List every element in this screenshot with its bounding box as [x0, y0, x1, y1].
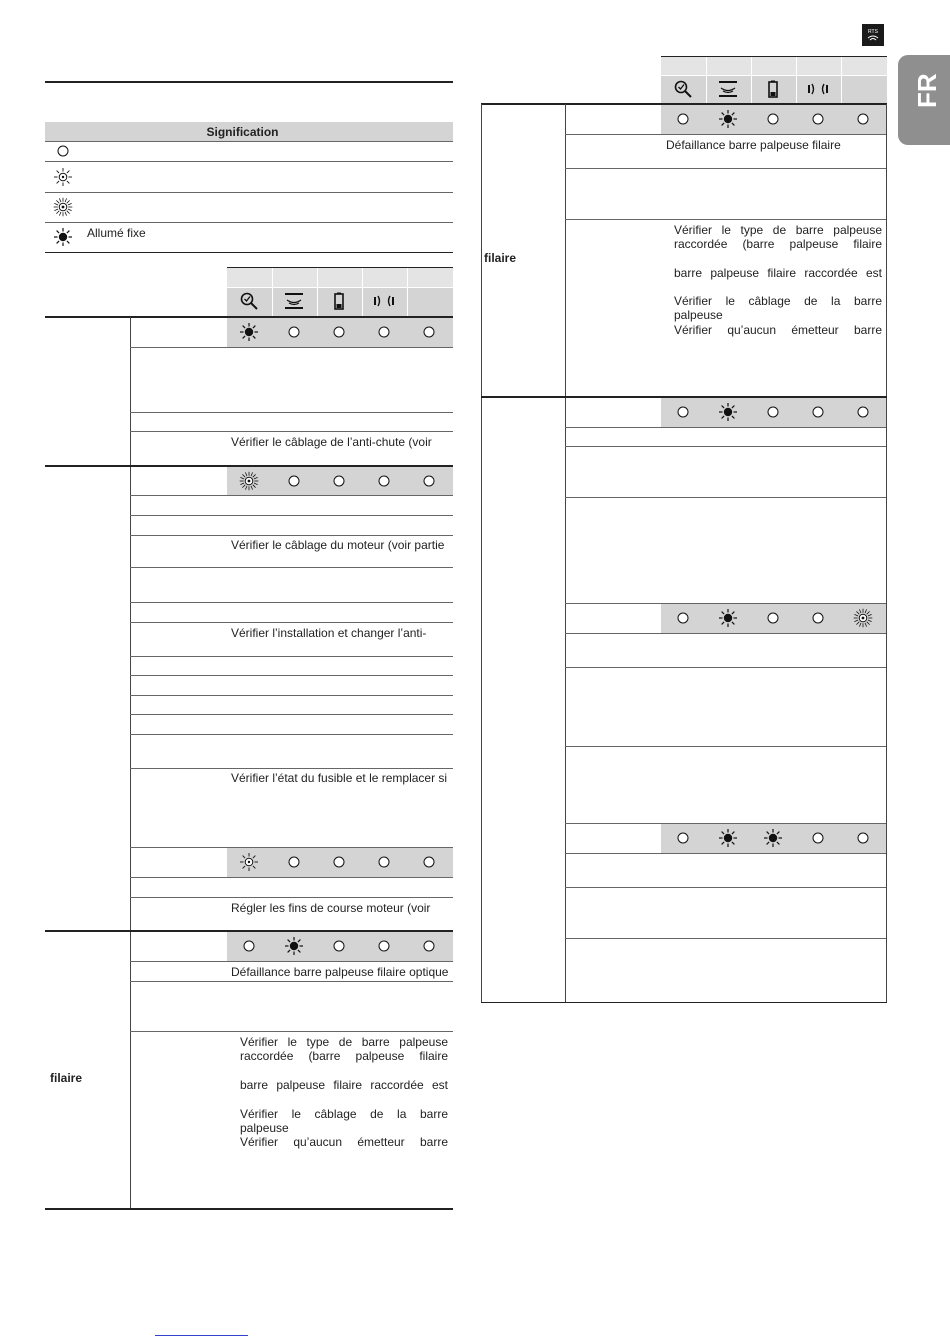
led-off-icon: [853, 828, 873, 848]
led-off-icon: [808, 828, 828, 848]
led-off-icon: [419, 471, 439, 491]
led-off-icon: [853, 109, 873, 129]
radio-icon: [808, 79, 828, 99]
led-on-icon: [284, 936, 304, 956]
footer-link[interactable]: [155, 1335, 248, 1336]
brand-logo: [862, 24, 884, 46]
led-off-icon: [808, 608, 828, 628]
led-off-icon: [853, 402, 873, 422]
right-filaire-group-label: filaire: [484, 251, 517, 265]
moteur-installation-text: Vérifier l’installation et changer l’anti-: [231, 626, 427, 640]
language-tab-label: FR: [912, 73, 942, 108]
led-off-icon: [374, 471, 394, 491]
led-off-icon: [329, 936, 349, 956]
right-filaire-check-line: raccordée (barre palpeuse filaire: [674, 237, 882, 251]
legend-header: Signification: [206, 125, 279, 139]
led-on-icon: [718, 402, 738, 422]
radio-icon: [374, 291, 394, 311]
right-filaire-check-line: barre palpeuse filaire raccordée est: [674, 266, 882, 280]
right-filaire-check-line: Vérifier le type de barre palpeuse: [674, 223, 882, 237]
led-off-icon: [374, 936, 394, 956]
filaire-group-label: filaire: [50, 1071, 83, 1085]
led-off-icon: [673, 828, 693, 848]
led-off-icon: [419, 936, 439, 956]
led-off-icon: [808, 109, 828, 129]
filaire-defaillance-text: Défaillance barre palpeuse filaire optique: [231, 965, 449, 979]
led-off-icon: [329, 471, 349, 491]
led-off-icon: [374, 322, 394, 342]
led-on-icon: [718, 608, 738, 628]
led-off-icon: [673, 109, 693, 129]
led-off-icon: [284, 471, 304, 491]
photocell-edge-icon: [718, 79, 738, 99]
safety-search-icon: [239, 291, 259, 311]
led-off-icon: [673, 608, 693, 628]
ant-chute-check-text: Vérifier le câblage de l’anti-chute (voir: [231, 435, 432, 449]
led-fast-icon: [239, 471, 259, 491]
moteur-fins-course-text: Régler les fins de course moteur (voir: [231, 901, 431, 915]
moteur-cablage-text: Vérifier le câblage du moteur (voir partie: [231, 538, 445, 552]
led-off-icon: [763, 608, 783, 628]
filaire-check-line: Vérifier qu’aucun émetteur barre: [240, 1135, 448, 1149]
svg-text:RTS: RTS: [868, 29, 878, 35]
led-on-icon: [763, 828, 783, 848]
filaire-check-line: raccordée (barre palpeuse filaire: [240, 1049, 448, 1063]
led-off-icon: [763, 109, 783, 129]
filaire-check-line: barre palpeuse filaire raccordée est: [240, 1078, 448, 1092]
battery-icon: [763, 79, 783, 99]
filaire-check-line: Vérifier le câblage de la barre palpeuse: [240, 1107, 448, 1135]
led-off-icon: [329, 322, 349, 342]
right-filaire-defaillance-text: Défaillance barre palpeuse filaire: [666, 138, 841, 152]
led-blink-fast-icon: [53, 197, 73, 217]
moteur-fusible-text: Vérifier l’état du fusible et le remplacer si: [231, 771, 448, 785]
right-filaire-check-line: Vérifier le câblage de la barre palpeuse: [674, 294, 882, 322]
battery-icon: [329, 291, 349, 311]
right-filaire-check-line: Vérifier qu’aucun émetteur barre: [674, 323, 882, 337]
led-on-icon: [53, 227, 73, 247]
led-off-icon: [329, 852, 349, 872]
section-rule: [45, 81, 453, 83]
led-on-icon: [718, 109, 738, 129]
led-off-icon: [374, 852, 394, 872]
led-off-icon: [419, 852, 439, 872]
led-off-icon: [808, 402, 828, 422]
legend-on-label: Allumé fixe: [87, 226, 146, 240]
led-on-icon: [239, 322, 259, 342]
led-off-icon: [763, 402, 783, 422]
led-off-icon: [419, 322, 439, 342]
led-off-icon: [284, 852, 304, 872]
filaire-check-line: Vérifier le type de barre palpeuse: [240, 1035, 448, 1049]
led-on-icon: [718, 828, 738, 848]
led-off-icon: [53, 141, 73, 161]
led-off-icon: [284, 322, 304, 342]
led-off-icon: [239, 936, 259, 956]
safety-search-icon: [673, 79, 693, 99]
led-slow-icon: [239, 852, 259, 872]
photocell-edge-icon: [284, 291, 304, 311]
led-blink-slow-icon: [53, 167, 73, 187]
led-off-icon: [673, 402, 693, 422]
led-fast-icon: [853, 608, 873, 628]
